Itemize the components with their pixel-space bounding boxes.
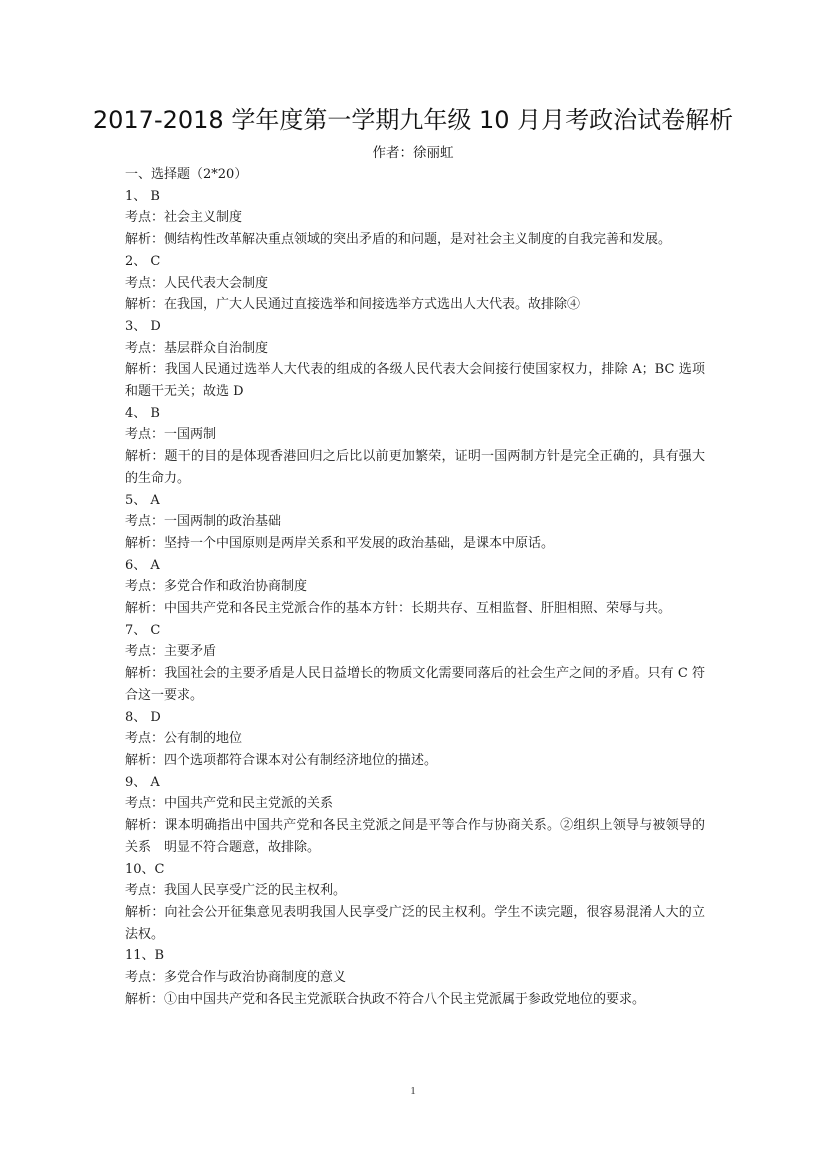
answer-number: 7、 C — [125, 622, 161, 638]
answer-item — [125, 859, 705, 946]
answer-point: 考点：我国人民享受广泛的民主权利。 — [125, 883, 347, 899]
answer-number: 11、B — [125, 948, 165, 964]
answer-number: 5、 A — [125, 492, 160, 508]
answer-item — [125, 620, 705, 707]
answer-analysis: 解析：①由中国共产党和各民主党派联合执政不符合八个民主党派属于参政党地位的要求。 — [125, 991, 646, 1007]
document-title: 2017-2018 学年度第一学期九年级 10 月月考政治试卷解析 — [92, 106, 734, 134]
answer-point: 考点：中国共产党和民主党派的关系 — [125, 796, 334, 812]
answer-number: 1、 B — [125, 188, 160, 204]
answer-analysis: 解析：向社会公开征集意见表明我国人民享受广泛的民主权利。学生不读完题，很容易混淆人大的立法权。 — [125, 904, 705, 942]
document-body — [125, 164, 705, 1010]
answer-analysis: 解析：在我国，广大人民通过直接选举和间接选举方式选出人大代表。故排除④ — [125, 297, 581, 313]
answer-number: 10、C — [125, 861, 165, 877]
answer-number: 9、 A — [125, 774, 160, 790]
answer-analysis: 解析：我国社会的主要矛盾是人民日益增长的物质文化需要同落后的社会生产之间的矛盾。只有 C 符合这一要求。 — [125, 666, 705, 703]
answer-item — [125, 707, 705, 772]
answer-point: 考点：人民代表大会制度 — [125, 275, 269, 291]
page-number: 1 — [410, 1085, 416, 1097]
answer-point: 考点：公有制的地位 — [125, 731, 243, 747]
answer-item — [125, 772, 705, 859]
answer-number: 6、 A — [125, 557, 160, 573]
answer-analysis: 解析：坚持一个中国原则是两岸关系和平发展的政治基础，是课本中原话。 — [125, 535, 555, 551]
answer-point: 考点：社会主义制度 — [125, 210, 243, 226]
answer-point: 考点：主要矛盾 — [125, 644, 217, 660]
answer-item — [125, 403, 705, 490]
answer-point: 考点：多党合作与政治协商制度的意义 — [125, 970, 347, 986]
answer-analysis: 解析：中国共产党和各民主党派合作的基本方针：长期共存、互相监督、肝胆相照、荣辱与共。 — [125, 601, 672, 617]
answer-analysis: 解析：课本明确指出中国共产党和各民主党派之间是平等合作与协商关系。②组织上领导与被领导的关系 明显不符合题意，故排除。 — [125, 818, 705, 855]
section-heading: 一、选择题（2*20） — [125, 167, 248, 182]
answer-analysis: 解析：我国人民通过选举人大代表的组成的各级人民代表大会间接行使国家权力，排除 A；BC 选项和题干无关；故选 D — [125, 362, 705, 400]
answer-item — [125, 316, 705, 403]
answer-number: 4、 B — [125, 405, 160, 421]
answer-point: 考点：一国两制的政治基础 — [125, 514, 282, 530]
answer-number: 8、 D — [125, 709, 161, 725]
answer-point: 考点：多党合作和政治协商制度 — [125, 579, 308, 595]
answer-point: 考点：一国两制 — [125, 427, 217, 443]
answer-item — [125, 490, 705, 555]
answer-item — [125, 555, 705, 620]
answer-analysis: 解析：题干的目的是体现香港回归之后比以前更加繁荣，证明一国两制方针是完全正确的，具有强大的生命力。 — [125, 449, 705, 486]
answer-item — [125, 251, 705, 316]
answer-analysis: 解析：四个选项都符合课本对公有制经济地位的描述。 — [125, 752, 438, 768]
document-author: 作者：徐丽虹 — [372, 145, 454, 161]
answer-analysis: 解析：侧结构性改革解决重点领域的突出矛盾的和问题，是对社会主义制度的自我完善和发展。 — [125, 232, 672, 248]
answer-number: 2、 C — [125, 253, 161, 269]
answer-number: 3、 D — [125, 318, 161, 334]
answer-item — [125, 945, 705, 1010]
answer-point: 考点：基层群众自治制度 — [125, 340, 269, 356]
answer-item — [125, 186, 705, 251]
